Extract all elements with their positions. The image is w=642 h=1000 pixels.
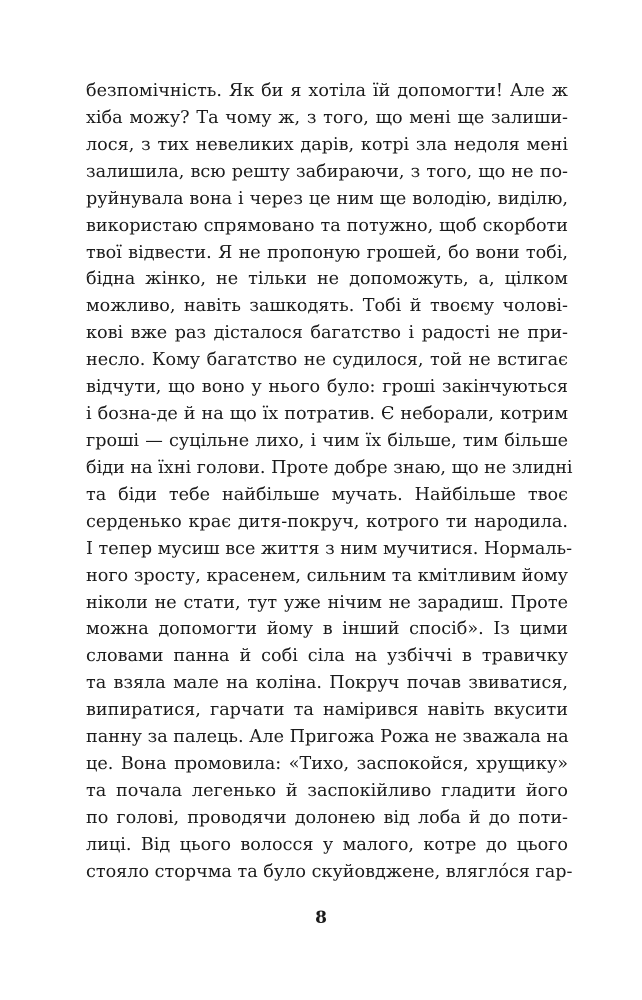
body-text — [86, 78, 573, 886]
text-line: гроші — суцільне лихо, і чим їх більше, тим більше — [86, 430, 568, 451]
text-line: можна допомогти йому в інший спосіб». Із цими — [86, 619, 568, 640]
text-line: бідна жінко, не тільки не допоможуть, а, цілком — [86, 269, 568, 290]
text-line: І тепер мусиш все життя з ним мучитися. Нормаль- — [86, 538, 573, 559]
text-line: по голові, проводячи долонею від лоба й до поти- — [86, 807, 568, 828]
text-line: та біди тебе найбільше мучать. Найбільше твоє — [86, 484, 568, 505]
text-line: руйнувала вона і через це ним ще володію, виділю, — [86, 188, 568, 209]
text-line: лиці. Від цього волосся у малого, котре до цього — [86, 834, 568, 855]
text-line: відчути, що воно у нього було: гроші закінчуються — [86, 377, 568, 398]
text-line: ніколи не стати, тут уже нічим не зарадиш. Проте — [86, 592, 568, 613]
text-line: хіба можу? Та чому ж, з того, що мені ще залиши- — [86, 107, 568, 128]
text-line: та почала легенько й заспокійливо гладити його — [86, 780, 568, 801]
text-line: стояло сторчма та було скуйовджене, влягло́ся гар- — [86, 861, 573, 882]
text-line: серденько крає дитя-покруч, котрого ти народила. — [86, 511, 568, 532]
text-line: словами панна й собі сіла на узбіччі в травичку — [86, 646, 568, 667]
text-line: використаю спрямовано та потужно, щоб скорботи — [86, 215, 568, 236]
text-line: ного зросту, красенем, сильним та кмітливим йому — [86, 565, 568, 586]
text-line: кові вже раз дісталося багатство і радості не при- — [86, 323, 568, 344]
text-line: це. Вона промовила: «Тихо, заспокойся, хрущику» — [86, 754, 568, 775]
text-line: випиратися, гарчати та намірився навіть вкусити — [86, 700, 568, 721]
text-line: і бозна-де й на що їх потратив. Є неборали, котрим — [86, 404, 568, 425]
text-line: залишила, всю решту забираючи, з того, що не по- — [86, 161, 568, 182]
text-line: біди на їхні голови. Проте добре знаю, що не злидні — [86, 457, 573, 478]
page-number: 8 — [315, 908, 327, 928]
text-line: та взяла мале на коліна. Покруч почав звиватися, — [86, 673, 568, 694]
text-line: несло. Кому багатство не судилося, той не встигає — [86, 350, 568, 371]
text-line: твої відвести. Я не пропоную грошей, бо вони тобі, — [86, 242, 568, 263]
text-line: безпомічність. Як би я хотіла їй допомогти! Але ж — [86, 81, 568, 101]
text-line: панну за палець. Але Пригожа Рожа не зважала на — [86, 727, 569, 748]
text-line: лося, з тих невеликих дарів, котрі зла недоля мені — [86, 134, 568, 155]
text-line: можливо, навіть зашкодять. Тобі й твоєму чолові- — [86, 296, 568, 317]
